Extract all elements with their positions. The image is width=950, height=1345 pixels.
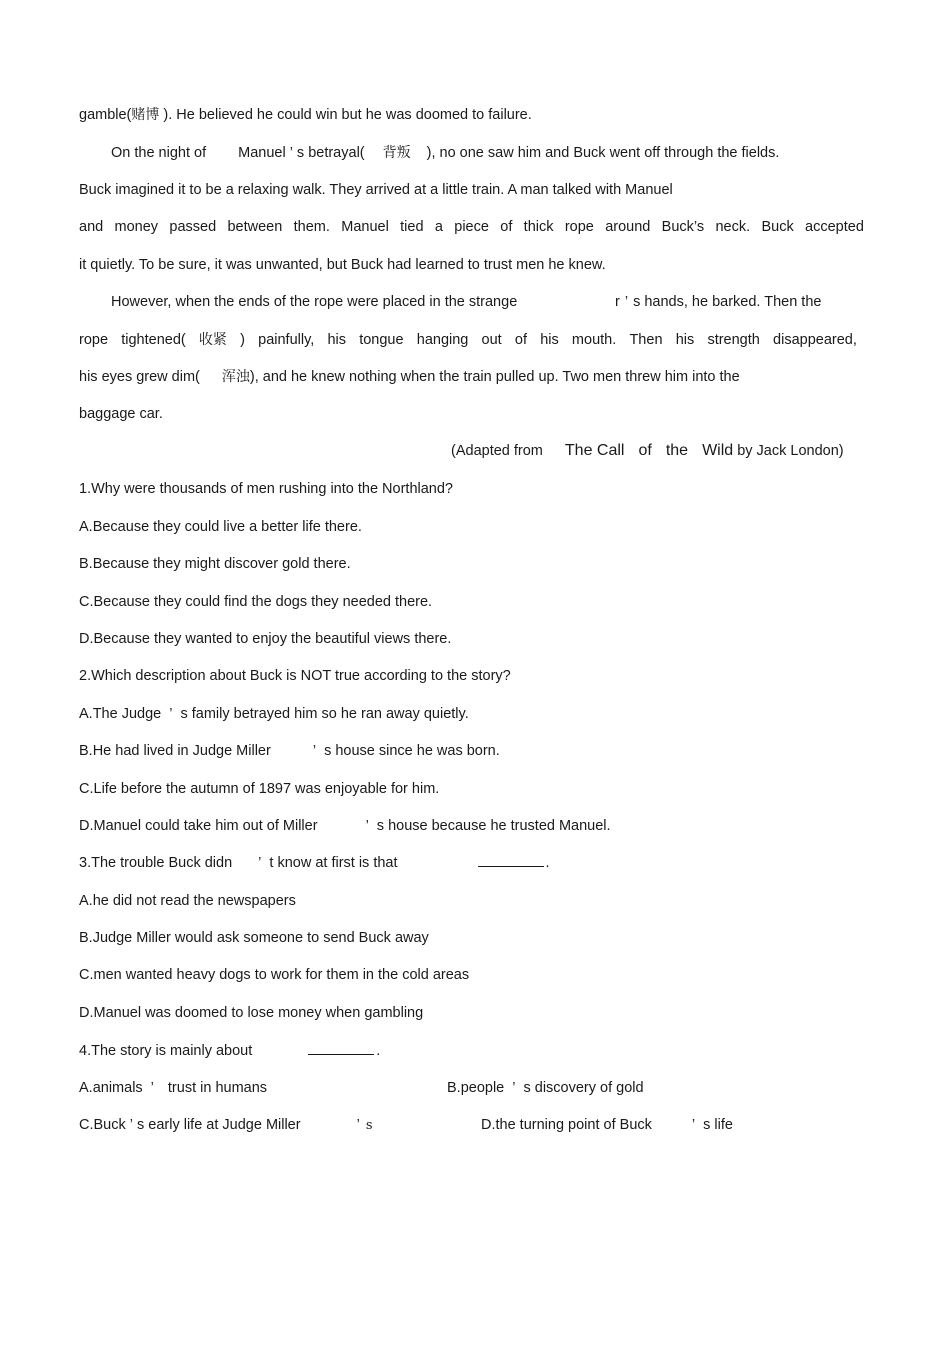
- apostrophe: ’: [169, 706, 173, 722]
- word: disappeared,: [773, 332, 857, 348]
- passage-line-8: [79, 368, 740, 386]
- text: D.Manuel could take him out of Miller: [79, 818, 318, 834]
- apostrophe: ’: [129, 1117, 133, 1133]
- word: Then: [629, 332, 663, 348]
- word: around: [605, 219, 651, 235]
- text: A.animals: [79, 1080, 143, 1096]
- cjk-gloss: 收紧: [198, 332, 227, 348]
- q1-option-b: B.Because they might discover gold there.: [79, 556, 351, 572]
- q3-option-a: A.he did not read the newspapers: [79, 893, 296, 909]
- text: B.He had lived in Judge Miller: [79, 743, 271, 759]
- source-attribution: [451, 442, 844, 460]
- text: trust in humans: [167, 1080, 268, 1096]
- q3-option-c: C.men wanted heavy dogs to work for them in the cold areas: [79, 967, 470, 983]
- text: s: [365, 1118, 373, 1133]
- question-4-stem: [79, 1042, 380, 1060]
- text: ), no one saw him and Buck went off through the fields.: [426, 145, 780, 161]
- text: On the night of: [111, 145, 207, 161]
- passage-line-2: [111, 144, 779, 162]
- word: tied: [400, 219, 424, 235]
- cjk-gloss: 赌博: [131, 107, 160, 123]
- text: t know at first is that: [269, 855, 398, 871]
- apostrophe: ’: [258, 855, 262, 871]
- q2-option-a: [79, 705, 469, 723]
- word: his: [540, 332, 559, 348]
- word: passed: [169, 219, 217, 235]
- text: s discovery of gold: [523, 1080, 644, 1096]
- answer-blank: [478, 854, 544, 867]
- text: Manuel: [238, 145, 286, 161]
- word: and: [79, 219, 104, 235]
- word: accepted: [805, 219, 864, 235]
- text: s family betrayed him so he ran away quietly.: [180, 706, 469, 722]
- text: s house since he was born.: [324, 743, 500, 759]
- passage-line-7: [79, 331, 857, 349]
- question-2-stem: 2.Which description about Buck is NOT true according to the story?: [79, 668, 511, 684]
- word: his: [327, 332, 347, 348]
- cjk-gloss: 浑浊: [221, 369, 250, 385]
- apostrophe: ’: [289, 145, 293, 161]
- word: a: [434, 219, 443, 235]
- q1-option-a: A.Because they could live a better life there.: [79, 519, 362, 535]
- word: tightened(: [121, 332, 186, 348]
- text: However, when the ends of the rope were placed in the strange: [111, 294, 518, 310]
- q3-option-d: D.Manuel was doomed to lose money when gambling: [79, 1005, 424, 1021]
- word: rope: [79, 332, 109, 348]
- word: between: [227, 219, 283, 235]
- word: of: [514, 332, 527, 348]
- apostrophe: ’: [356, 1117, 360, 1133]
- word: Buck: [761, 219, 794, 235]
- word: painfully,: [258, 332, 315, 348]
- text: gamble(: [79, 107, 132, 123]
- q1-option-d: D.Because they wanted to enjoy the beautiful views there.: [79, 631, 452, 647]
- word: Manuel: [341, 219, 389, 235]
- q2-option-d: [79, 817, 611, 835]
- passage-line-1: [79, 106, 532, 124]
- apostrophe: ’: [312, 743, 317, 759]
- q2-option-b: [79, 742, 500, 760]
- text: s life: [703, 1117, 733, 1133]
- q4-option-c: [79, 1116, 372, 1135]
- q2-option-c: C.Life before the autumn of 1897 was enjoyable for him.: [79, 781, 440, 797]
- text: ). He believed he could win but he was doomed to failure.: [163, 107, 532, 123]
- word: hanging: [416, 332, 469, 348]
- q1-option-c: C.Because they could find the dogs they needed there.: [79, 594, 433, 610]
- word: of: [500, 219, 513, 235]
- text: C.Buck: [79, 1117, 126, 1133]
- word: money: [114, 219, 159, 235]
- apostrophe: ’: [150, 1080, 154, 1096]
- text: s house because he trusted Manuel.: [376, 818, 611, 834]
- text: r: [615, 294, 620, 310]
- answer-blank: [308, 1042, 374, 1055]
- apostrophe: ’: [624, 294, 629, 310]
- word: his: [675, 332, 695, 348]
- apostrophe: ’: [691, 1117, 696, 1133]
- word: mouth.: [571, 332, 617, 348]
- work-title: of: [638, 442, 652, 459]
- passage-line-3: Buck imagined it to be a relaxing walk. They arrived at a little train. A man talked with Manuel: [79, 182, 673, 198]
- word: out: [481, 332, 502, 348]
- word: Buck’s: [661, 219, 705, 235]
- text: s hands, he barked. Then the: [633, 294, 822, 310]
- passage-line-5: it quietly. To be sure, it was unwanted, but Buck had learned to trust men he knew.: [79, 257, 606, 273]
- q4-option-b: [447, 1079, 644, 1097]
- text: ), and he knew nothing when the train pulled up. Two men threw him into the: [249, 369, 740, 385]
- work-title: Wild: [702, 442, 734, 459]
- passage-line-9: baggage car.: [79, 406, 163, 422]
- text: B.people: [447, 1080, 505, 1096]
- passage-line-4: [79, 218, 864, 236]
- q3-option-b: B.Judge Miller would ask someone to send Buck away: [79, 930, 429, 946]
- text: 3.The trouble Buck didn: [79, 855, 233, 871]
- text: (Adapted from: [451, 443, 543, 459]
- question-1-stem: 1.Why were thousands of men rushing into the Northland?: [79, 481, 453, 497]
- passage-line-6: [111, 293, 517, 311]
- work-title: the: [665, 442, 689, 459]
- word: piece: [454, 219, 489, 235]
- word: rope: [564, 219, 594, 235]
- passage-line-6-end: [615, 293, 821, 311]
- word: tongue: [359, 332, 404, 348]
- word: ): [240, 332, 245, 348]
- word: thick: [523, 219, 554, 235]
- q4-option-d: [481, 1116, 733, 1134]
- apostrophe: ’: [512, 1080, 516, 1096]
- text: .: [545, 855, 550, 871]
- text: his eyes grew dim(: [79, 369, 200, 385]
- text: s early life at Judge Miller: [136, 1117, 301, 1133]
- cjk-gloss: 背叛: [382, 145, 411, 161]
- q4-option-a: [79, 1079, 267, 1097]
- word: strength: [707, 332, 760, 348]
- text: s betrayal(: [296, 145, 365, 161]
- word: them.: [293, 219, 330, 235]
- text: A.The Judge: [79, 706, 162, 722]
- work-title: The Call: [564, 442, 625, 459]
- text: by Jack London): [737, 443, 844, 459]
- text: .: [376, 1043, 381, 1059]
- question-3-stem: [79, 854, 550, 872]
- word: neck.: [715, 219, 751, 235]
- text: D.the turning point of Buck: [481, 1117, 652, 1133]
- apostrophe: ’: [365, 818, 369, 834]
- text: 4.The story is mainly about: [79, 1043, 253, 1059]
